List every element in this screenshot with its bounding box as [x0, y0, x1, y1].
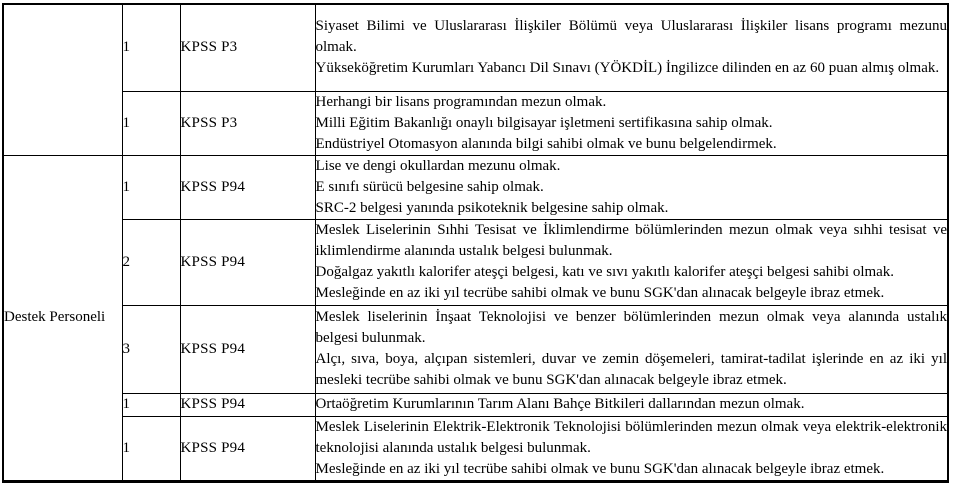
count-cell: 1: [122, 4, 180, 91]
requirement-line: Herhangi bir lisans programından mezun olmak.: [315, 93, 607, 110]
requirements-cell: [315, 416, 948, 481]
count-cell: 1: [122, 91, 180, 155]
table-row: [3, 393, 948, 416]
table-row: [3, 219, 948, 305]
category-cell-empty: [3, 4, 122, 155]
table-row: [3, 91, 948, 155]
requirement-line: Siyaset Bilimi ve Uluslararası İlişkiler Bölümü veya Uluslararası İlişkiler lisans programı mezunu olmak.: [315, 18, 947, 56]
count-cell: 3: [122, 305, 180, 393]
count-cell: 1: [122, 393, 180, 416]
count-cell: 1: [122, 155, 180, 219]
requirement-line: Mesleğinde en az iki yıl tecrübe sahibi olmak ve bunu SGK'dan alınacak belgeyle ibraz etmek.: [315, 285, 885, 301]
score-type-cell: KPSS P94: [180, 155, 315, 219]
requirement-line: Endüstriyel Otomasyon alanında bilgi sahibi olmak ve bunu belgelendirmek.: [315, 135, 777, 152]
requirement-line: Milli Eğitim Bakanlığı onaylı bilgisayar işletmeni sertifikasına sahip olmak.: [315, 114, 773, 131]
job-requirements-table: [2, 3, 949, 483]
requirement-line: Alçı, sıva, boya, alçıpan sistemleri, duvar ve zemin döşemeleri, tamirat-tadilat işlerinde en az iki yıl mesleki tecrübe sahibi olmak ve bunu SGK'dan alınacak belgeyle ibraz etmek.: [315, 351, 947, 388]
requirement-line: Mesleğinde en az iki yıl tecrübe sahibi olmak ve bunu SGK'dan alınacak belgeyle ibraz etmek.: [315, 460, 885, 477]
table-row: [3, 305, 948, 393]
requirement-line: Meslek liselerinin İnşaat Teknolojisi ve benzer bölümlerinden mezun olmak veya alanında ustalık belgesi bulunmak.: [315, 309, 947, 346]
requirement-line: Doğalgaz yakıtlı kalorifer ateşçi belgesi, katı ve sıvı yakıtlı kalorifer ateşçi belgesi sahibi olmak.: [315, 264, 895, 280]
requirement-line: Meslek Liselerinin Elektrik-Elektronik Teknolojisi bölümlerinden mezun olmak veya elektrik-elektronik teknolojisi alanında ustalık belgesi bulunmak.: [315, 418, 947, 456]
requirement-line: Ortaöğretim Kurumlarının Tarım Alanı Bahçe Bitkileri dallarından mezun olmak.: [315, 396, 805, 412]
count-cell: 2: [122, 219, 180, 305]
count-cell: 1: [122, 416, 180, 481]
requirements-cell: [315, 305, 948, 393]
score-type-cell: KPSS P94: [180, 305, 315, 393]
score-type-cell: KPSS P94: [180, 219, 315, 305]
category-cell: Destek Personeli: [3, 155, 122, 481]
score-type-cell: KPSS P94: [180, 393, 315, 416]
requirements-cell: [315, 219, 948, 305]
table-row: [3, 155, 948, 219]
score-type-cell: KPSS P94: [180, 416, 315, 481]
table-row: [3, 416, 948, 481]
requirements-cell: [315, 155, 948, 219]
score-type-cell: KPSS P3: [180, 91, 315, 155]
requirements-cell: [315, 4, 948, 91]
requirements-cell: [315, 91, 948, 155]
score-type-cell: KPSS P3: [180, 4, 315, 91]
requirement-line: E sınıfı sürücü belgesine sahip olmak.: [315, 178, 544, 195]
requirement-line: Lise ve dengi okullardan mezunu olmak.: [315, 157, 561, 174]
requirements-cell: [315, 393, 948, 416]
requirement-line: Meslek Liselerinin Sıhhi Tesisat ve İklimlendirme bölümlerinden mezun olmak veya sıhhi tesisat ve iklimlendirme alanında ustalık belgesi bulunmak.: [315, 222, 947, 259]
requirement-line: SRC-2 belgesi yanında psikoteknik belgesine sahip olmak.: [315, 199, 669, 216]
requirement-line: Yükseköğretim Kurumları Yabancı Dil Sınavı (YÖKDİL) İngilizce dilinden en az 60 puan almış olmak.: [315, 60, 940, 77]
table-row: [3, 4, 948, 91]
